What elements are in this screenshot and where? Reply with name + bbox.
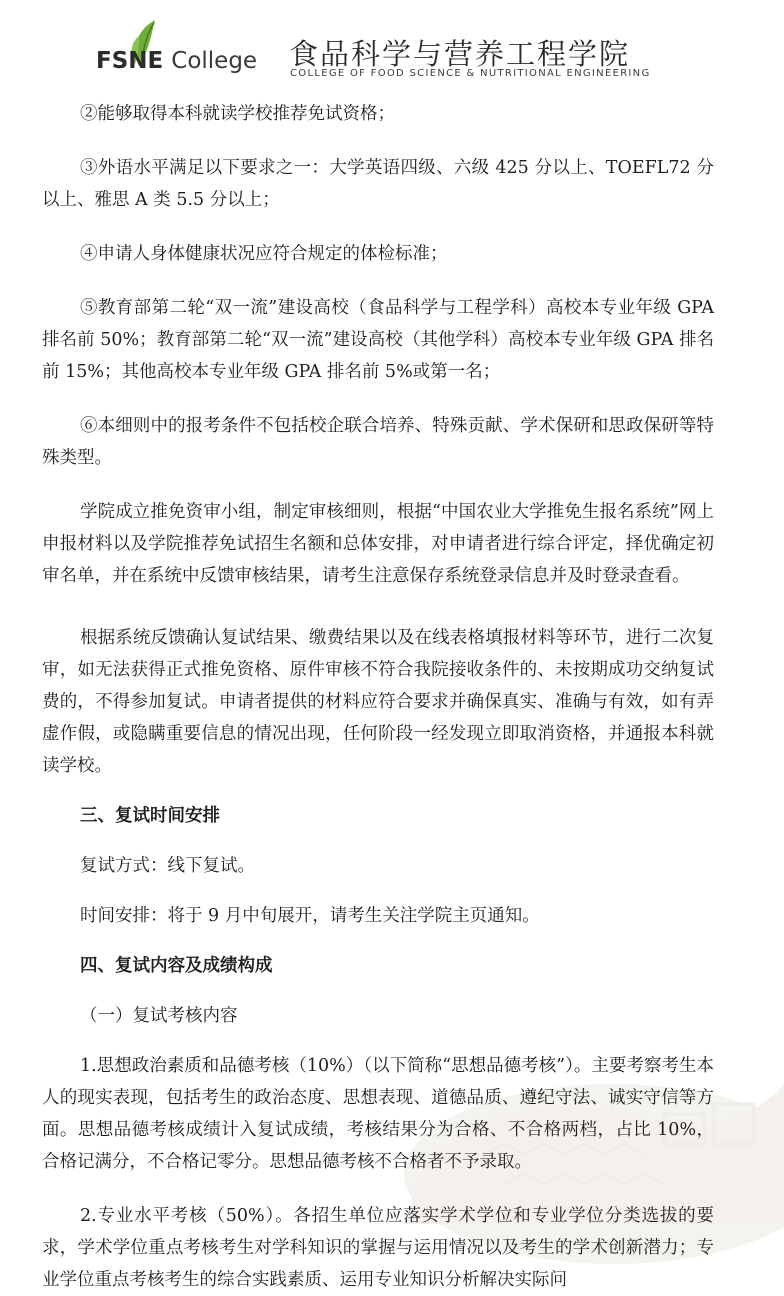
logo-text-light: College <box>171 48 258 74</box>
paragraph: ⑥本细则中的报考条件不包括校企联合培养、特殊贡献、学术保研和思政保研等特殊类型。 <box>42 416 714 468</box>
subsection-heading: （一）复试考核内容 <box>80 1006 238 1026</box>
paragraph: ④申请人身体健康状况应符合规定的体检标准； <box>80 244 448 264</box>
paragraph: 1.思想政治素质和品德考核（10%）（以下简称“思想品德考核”）。主要考察考生本人的现实表现，包括考生的政治态度、思想表现、道德品质、遵纪守法、诚实守信等方面。思想品德考核成绩计入复试成绩，考核结果分为合格、不合格两档，占比 10%，合格记满分，不合格记零分。思想品德考核不合格者不予录取。 <box>42 1056 714 1172</box>
paragraph: 复试方式：线下复试。 <box>80 856 255 876</box>
paragraph: ③外语水平满足以下要求之一：大学英语四级、六级 425 分以上、TOEFL72 分以上、雅思 A 类 5.5 分以上； <box>42 158 714 210</box>
college-name-en: COLLEGE OF FOOD SCIENCE & NUTRITIONAL ENGINEERING <box>290 68 651 79</box>
college-logo <box>96 18 291 88</box>
section-heading: 三、复试时间安排 <box>80 806 220 826</box>
logo-wordmark <box>96 48 257 74</box>
section-heading: 四、复试内容及成绩构成 <box>80 956 273 976</box>
paragraph: 根据系统反馈确认复试结果、缴费结果以及在线表格填报材料等环节，进行二次复审，如无法获得正式推免资格、原件审核不符合我院接收条件的、未按期成功交纳复试费的，不得参加复试。申请者提供的材料应符合要求并确保真实、准确与有效，如有弄虚作假，或隐瞒重要信息的情况出现，任何阶段一经发现立即取消资格，并通报本科就读学校。 <box>42 628 714 776</box>
logo-text-bold: FSNE <box>96 48 164 74</box>
document-body <box>42 98 714 1296</box>
paragraph: ②能够取得本科就读学校推荐免试资格； <box>80 104 395 124</box>
college-name-cn: 食品科学与营养工程学院 <box>289 37 631 71</box>
paragraph: 学院成立推免资审小组，制定审核细则，根据“中国农业大学推免生报名系统”网上申报材料以及学院推荐免试招生名额和总体安排，对申请者进行综合评定，择优确定初审名单，并在系统中反馈审核结果，请考生注意保存系统登录信息并及时登录查看。 <box>42 502 714 586</box>
page-header <box>0 0 744 96</box>
paragraph: ⑤教育部第二轮“双一流”建设高校（食品科学与工程学科）高校本专业年级 GPA 排名前 50%；教育部第二轮“双一流”建设高校（其他学科）高校本专业年级 GPA 排名前 15%；其他高校本专业年级 GPA 排名前 5%或第一名； <box>42 298 714 382</box>
paragraph: 时间安排：将于 9 月中旬展开，请考生关注学院主页通知。 <box>80 906 540 926</box>
paragraph: 2.专业水平考核（50%）。各招生单位应落实学术学位和专业学位分类选拔的要求，学术学位重点考核考生对学科知识的掌握与运用情况以及考生的学术创新潜力；专业学位重点考核考生的综合实践素质、运用专业知识分析解决实际问 <box>42 1206 714 1290</box>
